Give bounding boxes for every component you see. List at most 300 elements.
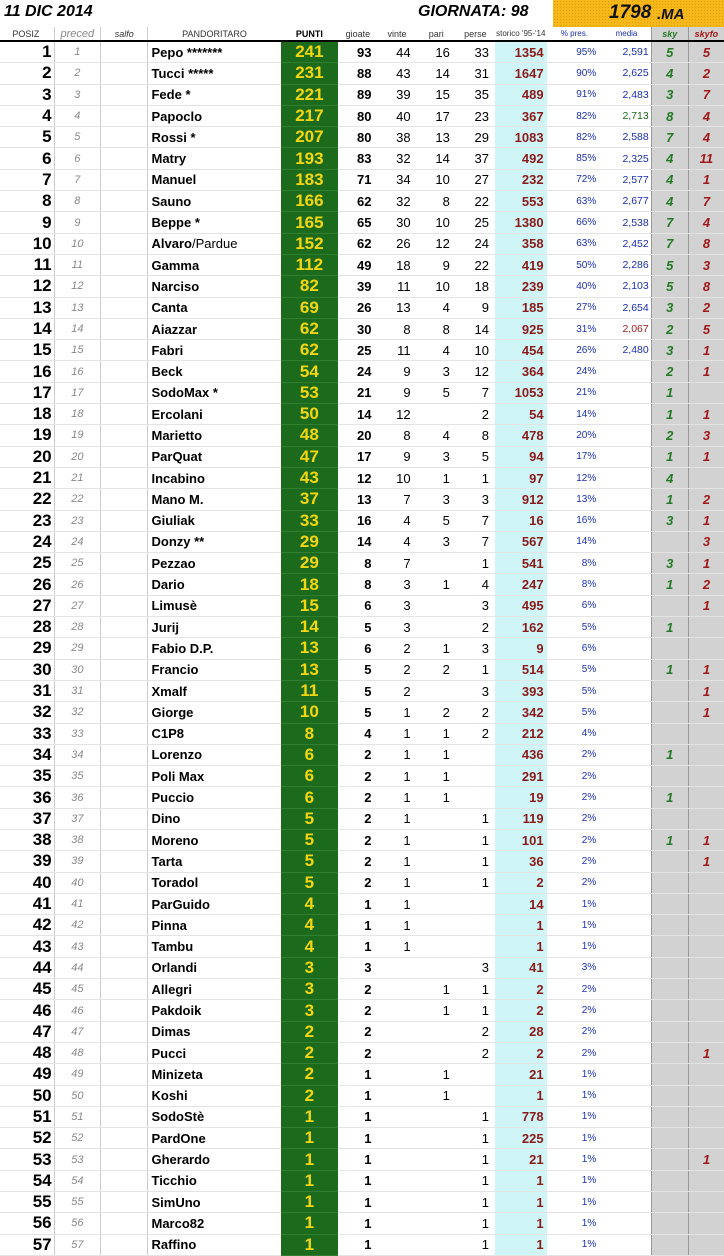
player-stars: ***** (188, 65, 214, 81)
table-row (0, 979, 724, 1000)
losses-cell: 2 (456, 723, 495, 744)
salfo-cell (101, 361, 148, 382)
previous-position-cell: 2 (54, 63, 100, 84)
skyfo-cell (688, 936, 724, 957)
player-name-cell (148, 851, 281, 872)
losses-cell: 33 (456, 41, 495, 63)
historic-cell: 2 (495, 872, 547, 893)
draws-cell: 17 (417, 105, 456, 126)
points-cell: 1 (281, 1106, 339, 1127)
wins-cell (377, 957, 416, 978)
played-cell: 1 (338, 1106, 377, 1127)
losses-cell: 8 (456, 425, 495, 446)
played-cell: 83 (338, 148, 377, 169)
historic-cell: 19 (495, 787, 547, 808)
wins-cell: 1 (377, 851, 416, 872)
col-pari: pari (417, 27, 456, 41)
previous-position-cell: 3 (54, 84, 100, 105)
average-cell (602, 1192, 651, 1213)
draws-cell: 16 (417, 41, 456, 63)
previous-position-cell: 10 (54, 233, 100, 254)
wins-cell: 32 (377, 148, 416, 169)
col-punti: PUNTI (281, 27, 339, 41)
skyfo-cell (688, 1021, 724, 1042)
previous-position-cell: 25 (54, 553, 100, 574)
player-name-cell (148, 531, 281, 552)
position-cell: 4 (0, 105, 54, 126)
player-name-cell (148, 702, 281, 723)
table-row (0, 915, 724, 936)
previous-position-cell: 48 (54, 1042, 100, 1063)
skyfo-cell: 4 (688, 212, 724, 233)
wins-cell (377, 1042, 416, 1063)
table-row (0, 425, 724, 446)
table-row (0, 212, 724, 233)
played-cell: 5 (338, 702, 377, 723)
average-cell (602, 617, 651, 638)
historic-cell: 436 (495, 744, 547, 765)
sky-cell (651, 1149, 688, 1170)
table-row (0, 84, 724, 105)
draws-cell: 1 (417, 1064, 456, 1085)
wins-cell: 7 (377, 553, 416, 574)
player-name: Matry (151, 151, 187, 167)
player-name-cell (148, 41, 281, 63)
presence-cell: 2% (547, 1042, 603, 1063)
presence-cell: 24% (547, 361, 603, 382)
draws-cell: 3 (417, 446, 456, 467)
table-row (0, 340, 724, 361)
wins-cell: 1 (377, 744, 416, 765)
previous-position-cell: 38 (54, 829, 100, 850)
draws-cell: 2 (417, 659, 456, 680)
losses-cell: 1 (456, 979, 495, 1000)
table-row (0, 638, 724, 659)
sky-cell: 7 (651, 127, 688, 148)
salfo-cell (101, 1064, 148, 1085)
player-name: Tarta (151, 853, 183, 869)
table-row (0, 829, 724, 850)
points-cell: 10 (281, 702, 339, 723)
average-cell (602, 979, 651, 1000)
points-cell: 152 (281, 233, 339, 254)
player-name-cell (148, 787, 281, 808)
salfo-cell (101, 148, 148, 169)
position-cell: 33 (0, 723, 54, 744)
position-cell: 51 (0, 1106, 54, 1127)
played-cell: 17 (338, 446, 377, 467)
points-cell: 1 (281, 1234, 339, 1255)
player-name: Mano M. (151, 491, 204, 507)
table-row (0, 1128, 724, 1149)
average-cell: 2,103 (602, 276, 651, 297)
losses-cell: 1 (456, 808, 495, 829)
skyfo-cell: 1 (688, 404, 724, 425)
skyfo-cell: 1 (688, 340, 724, 361)
player-name: Narciso (151, 278, 200, 294)
presence-cell: 82% (547, 105, 603, 126)
draws-cell: 3 (417, 361, 456, 382)
player-name: Dario (151, 577, 185, 593)
losses-cell: 1 (456, 1149, 495, 1170)
skyfo-cell: 1 (688, 1042, 724, 1063)
points-cell: 1 (281, 1213, 339, 1234)
player-name-cell (148, 467, 281, 488)
losses-cell: 1 (456, 829, 495, 850)
sky-cell (651, 1213, 688, 1234)
draws-cell (417, 1213, 456, 1234)
points-cell: 5 (281, 808, 339, 829)
played-cell: 5 (338, 659, 377, 680)
skyfo-cell: 1 (688, 510, 724, 531)
skyfo-cell: 1 (688, 659, 724, 680)
points-cell: 1 (281, 1149, 339, 1170)
played-cell: 8 (338, 574, 377, 595)
presence-cell: 14% (547, 404, 603, 425)
salfo-cell (101, 382, 148, 403)
salfo-cell (101, 1170, 148, 1191)
losses-cell: 3 (456, 680, 495, 701)
points-cell: 3 (281, 979, 339, 1000)
position-cell: 19 (0, 425, 54, 446)
position-cell: 44 (0, 957, 54, 978)
played-cell: 1 (338, 1149, 377, 1170)
presence-cell: 4% (547, 723, 603, 744)
col-posiz: POSIZ (0, 27, 54, 41)
giornata-label: GIORNATA: 98 (418, 3, 529, 20)
played-cell: 1 (338, 1170, 377, 1191)
average-cell (602, 766, 651, 787)
table-body (0, 41, 724, 1255)
player-name: SimUno (151, 1194, 201, 1210)
col-pres: % pres. (547, 27, 603, 41)
skyfo-cell (688, 382, 724, 403)
skyfo-cell: 7 (688, 84, 724, 105)
draws-cell (417, 872, 456, 893)
skyfo-cell (688, 617, 724, 638)
sky-cell: 8 (651, 105, 688, 126)
draws-cell: 1 (417, 744, 456, 765)
col-salfo: salfo (101, 27, 148, 41)
skyfo-cell: 1 (688, 702, 724, 723)
player-name-cell (148, 1042, 281, 1063)
col-perse: perse (456, 27, 495, 41)
sky-cell: 3 (651, 510, 688, 531)
sky-cell (651, 1106, 688, 1127)
played-cell: 2 (338, 1000, 377, 1021)
wins-cell (377, 1213, 416, 1234)
wins-cell: 1 (377, 893, 416, 914)
presence-cell: 1% (547, 936, 603, 957)
historic-cell: 1354 (495, 41, 547, 63)
points-cell: 29 (281, 531, 339, 552)
position-cell: 18 (0, 404, 54, 425)
average-cell: 2,286 (602, 254, 651, 275)
wins-cell (377, 1192, 416, 1213)
salfo-cell (101, 467, 148, 488)
salfo-cell (101, 659, 148, 680)
player-name: Giorge (151, 704, 194, 720)
sky-cell (651, 1192, 688, 1213)
salfo-cell (101, 1128, 148, 1149)
col-vinte: vinte (377, 27, 416, 41)
table-row (0, 41, 724, 63)
previous-position-cell: 39 (54, 851, 100, 872)
historic-cell: 1 (495, 915, 547, 936)
played-cell: 1 (338, 893, 377, 914)
draws-cell (417, 957, 456, 978)
draws-cell: 1 (417, 638, 456, 659)
draws-cell (417, 936, 456, 957)
wins-cell: 1 (377, 936, 416, 957)
sky-cell (651, 595, 688, 616)
skyfo-cell: 1 (688, 1149, 724, 1170)
col-preced: preced (54, 27, 100, 41)
average-cell: 2,713 (602, 105, 651, 126)
salfo-cell (101, 574, 148, 595)
historic-cell: 925 (495, 318, 547, 339)
salfo-cell (101, 893, 148, 914)
sky-cell (651, 1021, 688, 1042)
average-cell: 2,452 (602, 233, 651, 254)
presence-cell: 8% (547, 553, 603, 574)
points-cell: 18 (281, 574, 339, 595)
position-cell: 5 (0, 127, 54, 148)
previous-position-cell: 14 (54, 318, 100, 339)
standings-table (0, 27, 724, 1256)
sky-cell: 4 (651, 467, 688, 488)
sky-cell: 1 (651, 787, 688, 808)
average-cell (602, 957, 651, 978)
table-row (0, 595, 724, 616)
skyfo-cell: 8 (688, 233, 724, 254)
skyfo-cell: 2 (688, 63, 724, 84)
points-cell: 231 (281, 63, 339, 84)
position-cell: 28 (0, 617, 54, 638)
losses-cell: 2 (456, 617, 495, 638)
player-name-cell (148, 808, 281, 829)
player-stars: * (190, 129, 196, 145)
draws-cell (417, 851, 456, 872)
played-cell: 26 (338, 297, 377, 318)
salfo-cell (101, 510, 148, 531)
points-cell: 62 (281, 340, 339, 361)
losses-cell: 2 (456, 1021, 495, 1042)
played-cell: 1 (338, 1234, 377, 1255)
historic-cell: 393 (495, 680, 547, 701)
salfo-cell (101, 787, 148, 808)
average-cell (602, 553, 651, 574)
table-row (0, 766, 724, 787)
played-cell: 1 (338, 1192, 377, 1213)
played-cell: 1 (338, 1213, 377, 1234)
losses-cell: 31 (456, 63, 495, 84)
played-cell: 5 (338, 617, 377, 638)
skyfo-cell (688, 744, 724, 765)
wins-cell (377, 1170, 416, 1191)
historic-cell: 454 (495, 340, 547, 361)
draws-cell (417, 1170, 456, 1191)
points-cell: 221 (281, 84, 339, 105)
draws-cell: 1 (417, 1085, 456, 1106)
skyfo-cell (688, 1085, 724, 1106)
historic-cell: 778 (495, 1106, 547, 1127)
sky-cell: 3 (651, 340, 688, 361)
points-cell: 54 (281, 361, 339, 382)
wins-cell: 8 (377, 425, 416, 446)
position-cell: 32 (0, 702, 54, 723)
table-row (0, 957, 724, 978)
skyfo-cell: 3 (688, 254, 724, 275)
table-row (0, 1149, 724, 1170)
sky-cell: 7 (651, 233, 688, 254)
historic-cell: 101 (495, 829, 547, 850)
player-name: Limusè (151, 598, 197, 614)
player-name-cell (148, 553, 281, 574)
position-cell: 10 (0, 233, 54, 254)
presence-cell: 1% (547, 1128, 603, 1149)
wins-cell: 2 (377, 659, 416, 680)
salfo-cell (101, 702, 148, 723)
sky-cell (651, 1234, 688, 1255)
salfo-cell (101, 318, 148, 339)
historic-cell: 1380 (495, 212, 547, 233)
salfo-cell (101, 553, 148, 574)
losses-cell: 12 (456, 361, 495, 382)
average-cell (602, 936, 651, 957)
losses-cell (456, 915, 495, 936)
average-cell (602, 872, 651, 893)
draws-cell: 1 (417, 1000, 456, 1021)
wins-cell: 4 (377, 531, 416, 552)
played-cell: 2 (338, 872, 377, 893)
player-name: Marco82 (151, 1215, 205, 1231)
skyfo-cell: 1 (688, 553, 724, 574)
average-cell (602, 915, 651, 936)
player-name: Pepo (151, 44, 184, 60)
col-media: media (602, 27, 651, 41)
historic-cell: 162 (495, 617, 547, 638)
losses-cell: 27 (456, 169, 495, 190)
position-cell: 24 (0, 531, 54, 552)
losses-cell: 1 (456, 1234, 495, 1255)
presence-cell: 91% (547, 84, 603, 105)
salfo-cell (101, 340, 148, 361)
previous-position-cell: 18 (54, 404, 100, 425)
table-header-row (0, 27, 724, 41)
losses-cell: 3 (456, 638, 495, 659)
sky-cell (651, 1000, 688, 1021)
wins-cell: 34 (377, 169, 416, 190)
player-name-cell (148, 595, 281, 616)
position-cell: 29 (0, 638, 54, 659)
points-cell: 62 (281, 318, 339, 339)
previous-position-cell: 13 (54, 297, 100, 318)
played-cell: 2 (338, 787, 377, 808)
draws-cell: 5 (417, 510, 456, 531)
historic-cell: 489 (495, 84, 547, 105)
salfo-cell (101, 254, 148, 275)
played-cell: 2 (338, 979, 377, 1000)
skyfo-cell: 1 (688, 595, 724, 616)
draws-cell: 1 (417, 467, 456, 488)
salfo-cell (101, 105, 148, 126)
position-cell: 55 (0, 1192, 54, 1213)
draws-cell (417, 1106, 456, 1127)
played-cell: 80 (338, 105, 377, 126)
sky-cell: 1 (651, 574, 688, 595)
presence-cell: 40% (547, 276, 603, 297)
salfo-cell (101, 212, 148, 233)
average-cell: 2,067 (602, 318, 651, 339)
played-cell: 20 (338, 425, 377, 446)
player-name: ParGuido (151, 896, 210, 912)
player-name-cell (148, 893, 281, 914)
table-row (0, 617, 724, 638)
skyfo-cell: 1 (688, 829, 724, 850)
previous-position-cell: 8 (54, 191, 100, 212)
table-row (0, 361, 724, 382)
skyfo-cell: 1 (688, 361, 724, 382)
presence-cell: 20% (547, 425, 603, 446)
draws-cell (417, 1149, 456, 1170)
draws-cell: 3 (417, 489, 456, 510)
points-cell: 2 (281, 1042, 339, 1063)
player-name-cell (148, 489, 281, 510)
player-name: Toradol (151, 875, 199, 891)
played-cell: 16 (338, 510, 377, 531)
presence-cell: 6% (547, 638, 603, 659)
previous-position-cell: 56 (54, 1213, 100, 1234)
played-cell: 30 (338, 318, 377, 339)
position-cell: 22 (0, 489, 54, 510)
wins-cell: 7 (377, 489, 416, 510)
draws-cell (417, 404, 456, 425)
previous-position-cell: 57 (54, 1234, 100, 1255)
player-name-cell (148, 127, 281, 148)
player-name: Koshi (151, 1088, 188, 1104)
player-name-cell (148, 254, 281, 275)
losses-cell: 3 (456, 489, 495, 510)
points-cell: 6 (281, 787, 339, 808)
previous-position-cell: 28 (54, 617, 100, 638)
losses-cell: 35 (456, 84, 495, 105)
sky-cell: 4 (651, 63, 688, 84)
points-cell: 2 (281, 1021, 339, 1042)
wins-cell: 11 (377, 340, 416, 361)
losses-cell: 7 (456, 531, 495, 552)
points-cell: 2 (281, 1085, 339, 1106)
position-cell: 7 (0, 169, 54, 190)
position-cell: 53 (0, 1149, 54, 1170)
draws-cell: 12 (417, 233, 456, 254)
table-row (0, 254, 724, 275)
sky-cell: 1 (651, 744, 688, 765)
player-name: Minizeta (151, 1066, 203, 1082)
sky-cell: 3 (651, 84, 688, 105)
points-cell: 82 (281, 276, 339, 297)
col-sky: sky (651, 27, 688, 41)
sky-cell (651, 702, 688, 723)
points-cell: 53 (281, 382, 339, 403)
wins-cell (377, 1128, 416, 1149)
previous-position-cell: 33 (54, 723, 100, 744)
draws-cell: 1 (417, 723, 456, 744)
historic-cell: 495 (495, 595, 547, 616)
average-cell (602, 361, 651, 382)
salfo-cell (101, 595, 148, 616)
points-cell: 8 (281, 723, 339, 744)
